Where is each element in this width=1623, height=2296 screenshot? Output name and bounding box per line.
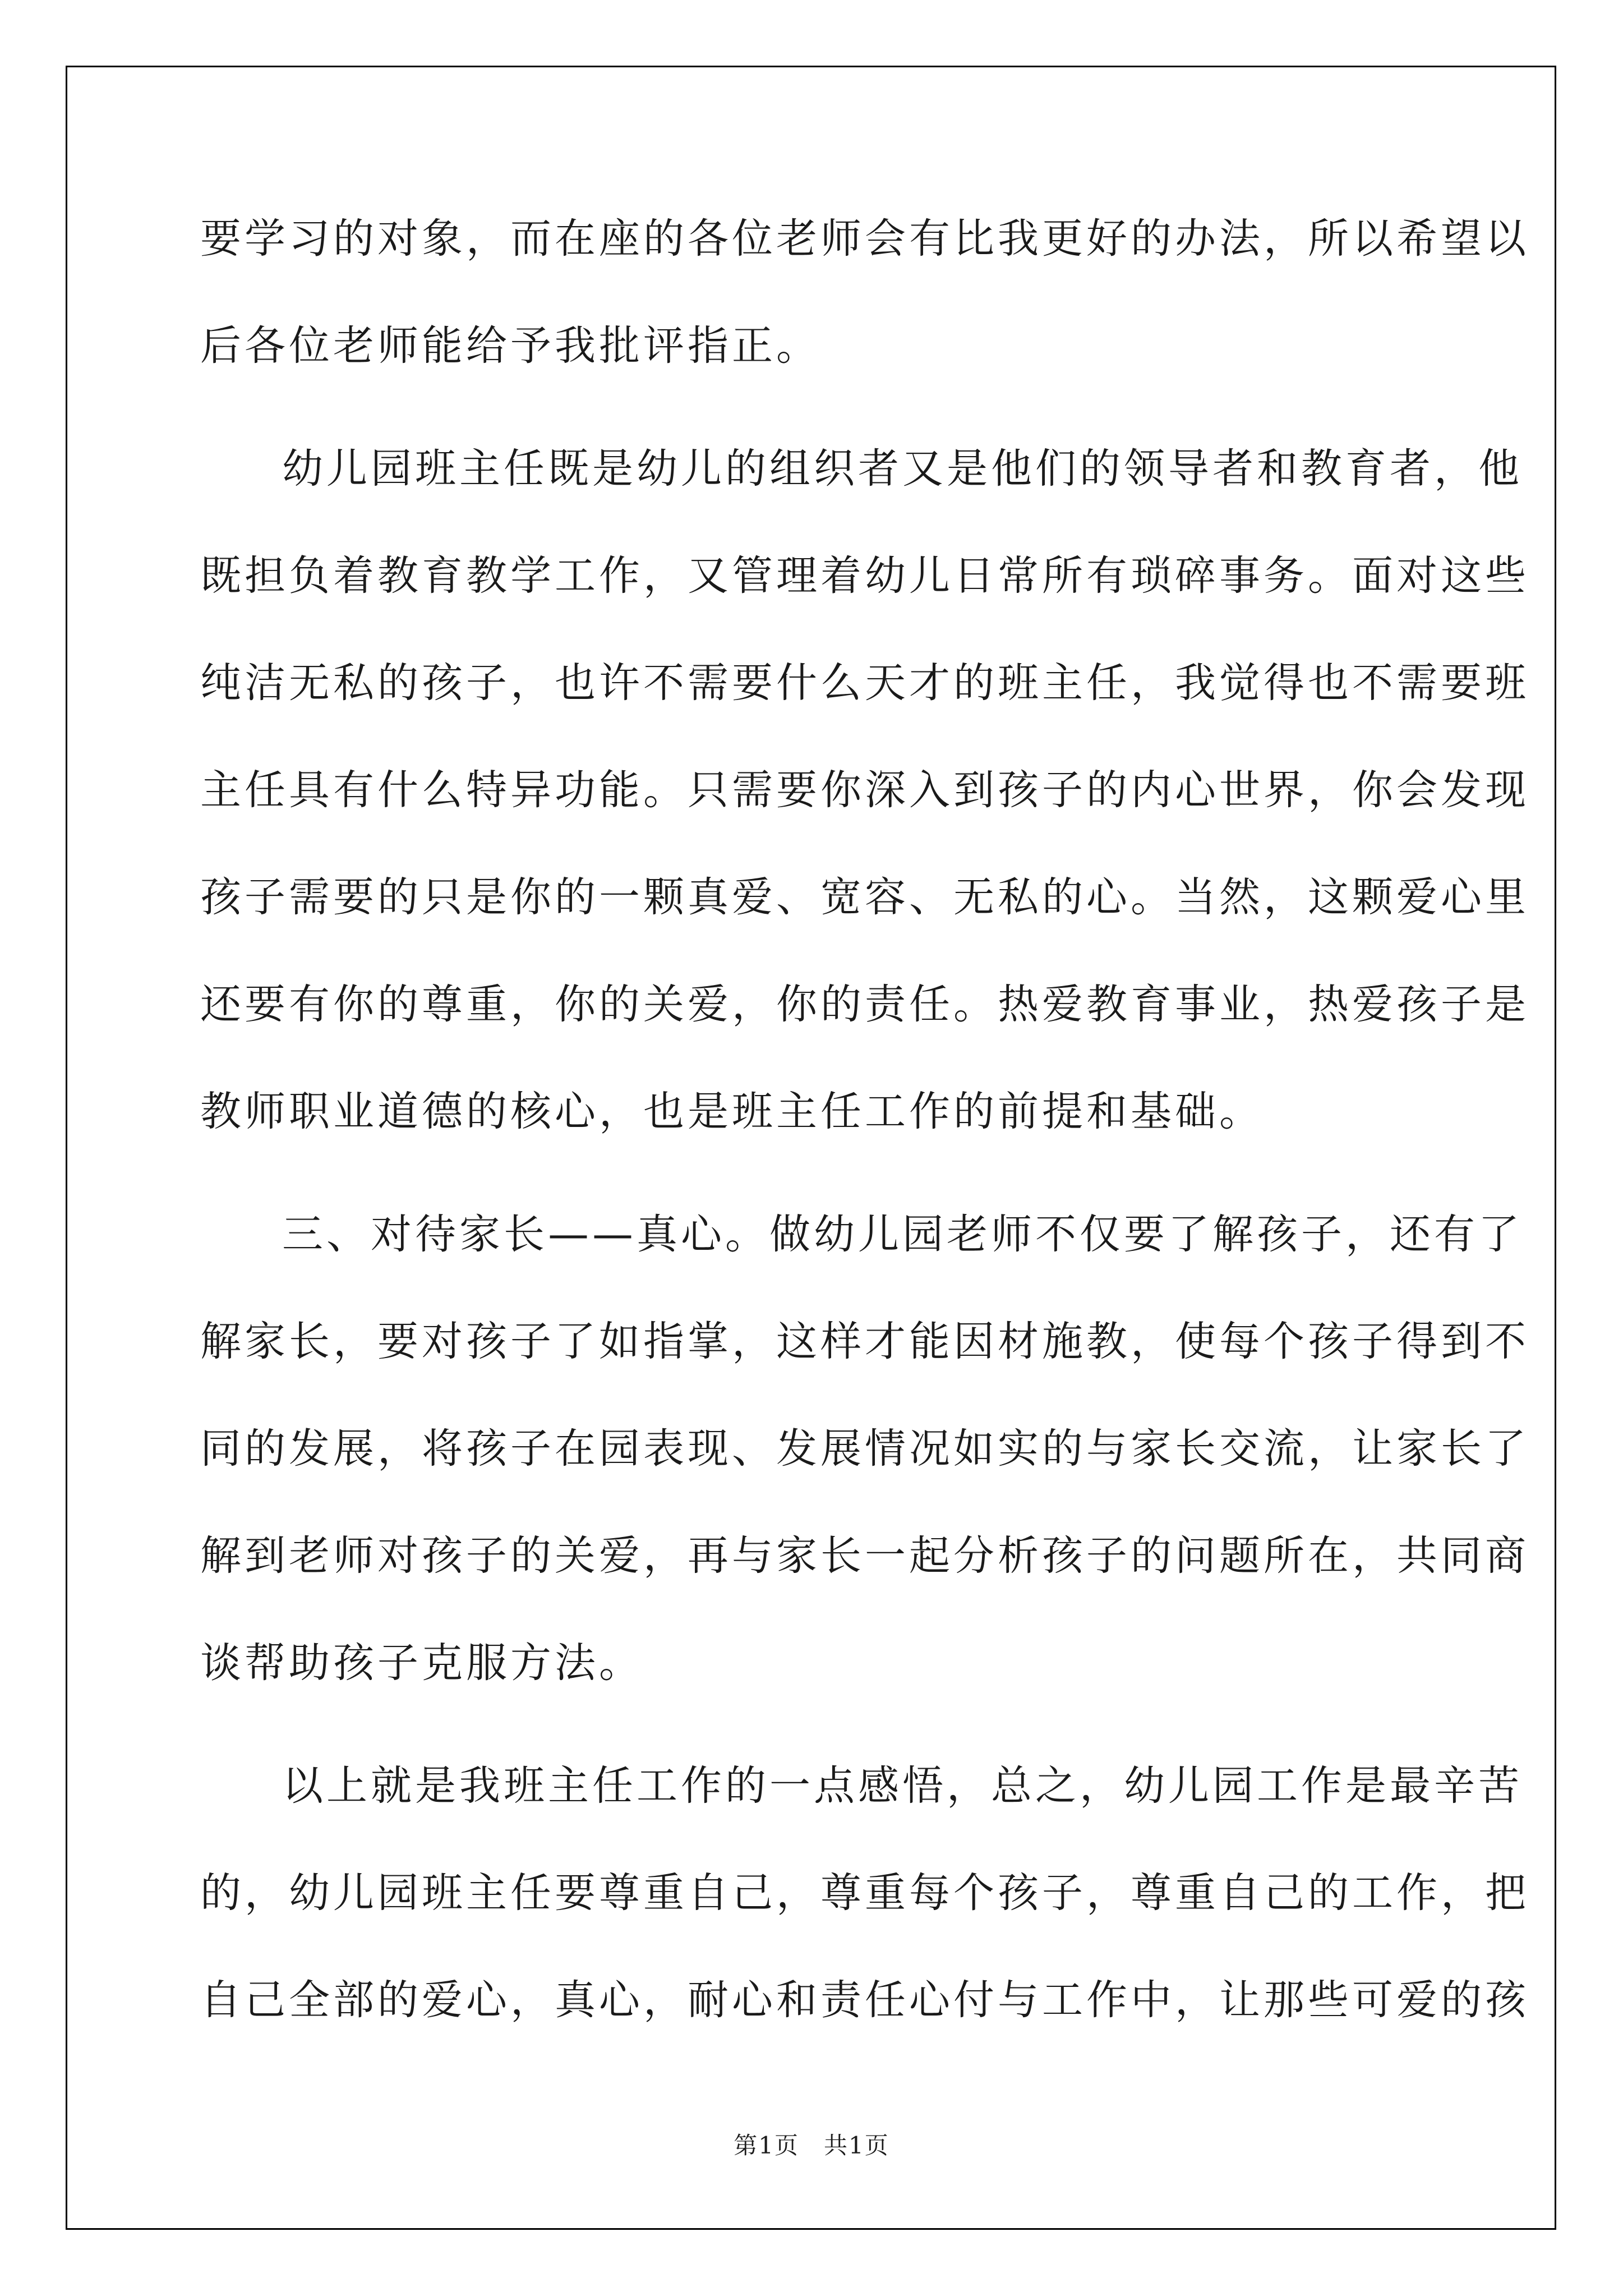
text-line: 以上就是我班主任工作的一点感悟，总之，幼儿园工作是最辛苦 — [282, 1762, 1523, 1810]
text-line: 三、对待家长——真心。做幼儿园老师不仅要了解孩子，还有了 — [282, 1211, 1523, 1258]
text-line: 同的发展，将孩子在园表现、发展情况如实的与家长交流，让家长了 — [200, 1425, 1529, 1473]
text-line: 主任具有什么特异功能。只需要你深入到孩子的内心世界，你会发现 — [200, 766, 1529, 814]
text-line: 的，幼儿园班主任要尊重自己，尊重每个孩子，尊重自己的工作，把 — [200, 1869, 1529, 1917]
text-line: 解家长，要对孩子了如指掌，这样才能因材施教，使每个孩子得到不 — [200, 1318, 1529, 1365]
text-line: 还要有你的尊重，你的关爱，你的责任。热爱教育事业，热爱孩子是 — [200, 981, 1529, 1028]
paragraph-gap — [200, 1165, 1428, 1181]
text-line: 幼儿园班主任既是幼儿的组织者又是他们的领导者和教育者，他 — [282, 445, 1523, 493]
text-line: 后各位老师能给予我批评指正。 — [200, 322, 820, 370]
text-line: 解到老师对孩子的关爱，再与家长一起分析孩子的问题所在，共同商 — [200, 1532, 1529, 1580]
paragraph — [200, 185, 1529, 399]
text-line: 孩子需要的只是你的一颗真爱、宽容、无私的心。当然，这颗爱心里 — [200, 873, 1529, 921]
text-line: 要学习的对象，而在座的各位老师会有比我更好的办法，所以希望以 — [200, 215, 1529, 263]
text-line: 纯洁无私的孩子，也许不需要什么天才的班主任，我觉得也不需要班 — [200, 659, 1529, 707]
text-line: 自己全部的爱心，真心，耐心和责任心付与工作中，让那些可爱的孩 — [200, 1976, 1529, 2024]
paragraph — [200, 1181, 1529, 1717]
text-line: 教师职业道德的核心，也是班主任工作的前提和基础。 — [200, 1088, 1264, 1135]
paragraph-gap — [200, 1717, 1428, 1732]
paragraph — [200, 415, 1529, 1165]
text-line: 谈帮助孩子克服方法。 — [200, 1639, 643, 1687]
paragraph — [200, 1732, 1529, 2054]
text-line: 既担负着教育教学工作，又管理着幼儿日常所有琐碎事务。面对这些 — [200, 552, 1529, 600]
paragraph-gap — [200, 399, 1428, 415]
page-footer: 第1页 共1页 — [734, 2132, 889, 2159]
document-body — [200, 185, 1529, 2054]
